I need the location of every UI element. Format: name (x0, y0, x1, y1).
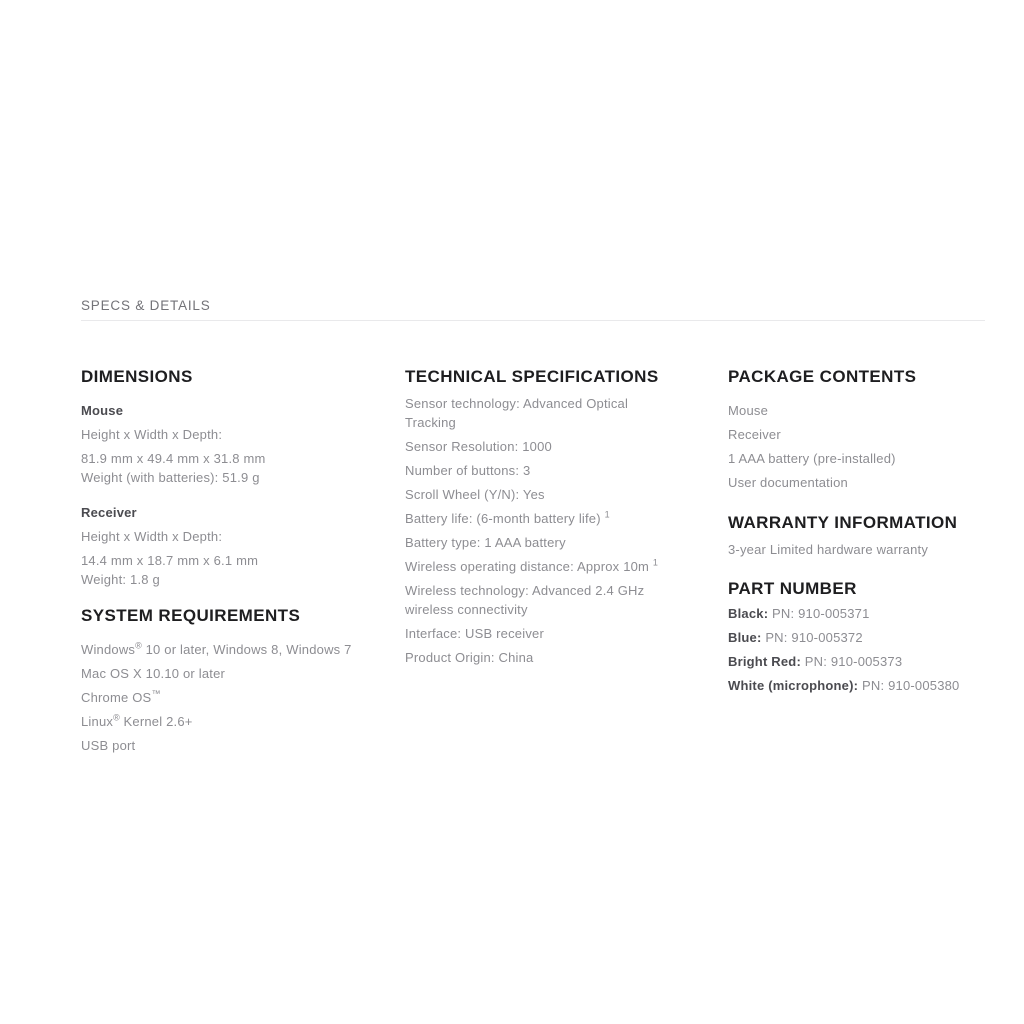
registered-mark: ® (113, 712, 120, 723)
tech-spec-interface: Interface: USB receiver (405, 626, 544, 641)
specs-columns (81, 366, 985, 760)
sysreq-line-windows: Windows® 10 or later, Windows 8, Windows 7 (81, 640, 352, 657)
column-package-warranty-partnumber (728, 366, 985, 700)
package-item-mouse: Mouse (728, 403, 769, 418)
system-requirements-heading: SYSTEM REQUIREMENTS (81, 606, 301, 625)
registered-mark: ® (135, 640, 142, 651)
dimensions-heading: DIMENSIONS (81, 367, 193, 386)
column-dimensions (81, 366, 405, 760)
footnote-1: 1 (652, 557, 658, 568)
tech-spec-battery-life: Battery life: (6-month battery life) $^1$ (405, 509, 610, 526)
specs-details-tab[interactable]: SPECS & DETAILS (81, 298, 211, 313)
dimensions-mouse-group (81, 401, 405, 487)
mouse-label: Mouse (81, 403, 124, 418)
section-divider (81, 320, 985, 321)
trademark-mark: ™ (151, 688, 161, 699)
part-number-black: Black: PN: 910-005371 (728, 606, 870, 621)
tech-spec-sensor-resolution: Sensor Resolution: 1000 (405, 439, 552, 454)
tech-spec-number-of-buttons: Number of buttons: 3 (405, 463, 531, 478)
package-item-documentation: User documentation (728, 475, 848, 490)
sysreq-line-usb: USB port (81, 738, 136, 753)
tech-spec-scroll-wheel: Scroll Wheel (Y/N): Yes (405, 487, 545, 502)
sysreq-line-linux: Linux® Kernel 2.6+ (81, 712, 193, 729)
tech-spec-wireless-technology: Wireless technology: Advanced 2.4 GHz wireless connectivity (405, 583, 645, 617)
part-number-heading: PART NUMBER (728, 579, 857, 598)
receiver-dims-caption: Height x Width x Depth: (81, 529, 223, 544)
sysreq-line-chromeos: Chrome OS™ (81, 688, 161, 705)
package-item-receiver: Receiver (728, 427, 781, 442)
receiver-dims-values: 14.4 mm x 18.7 mm x 6.1 mm Weight: 1.8 g (81, 553, 259, 587)
part-number-white: White (microphone): PN: 910-005380 (728, 678, 960, 693)
tech-spec-sensor-technology: Sensor technology: Advanced Optical Tracking (405, 396, 629, 430)
technical-specs-heading: TECHNICAL SPECIFICATIONS (405, 367, 659, 386)
warranty-heading: WARRANTY INFORMATION (728, 513, 958, 532)
package-contents-heading: PACKAGE CONTENTS (728, 367, 917, 386)
part-number-blue: Blue: PN: 910-005372 (728, 630, 863, 645)
dimensions-receiver-group (81, 503, 405, 589)
receiver-label: Receiver (81, 505, 137, 520)
package-item-battery: 1 AAA battery (pre-installed) (728, 451, 896, 466)
mouse-dims-caption: Height x Width x Depth: (81, 427, 223, 442)
warranty-text: 3-year Limited hardware warranty (728, 542, 929, 557)
part-number-bright-red: Bright Red: PN: 910-005373 (728, 654, 903, 669)
footnote-1: 1 (604, 509, 610, 520)
tech-spec-battery-type: Battery type: 1 AAA battery (405, 535, 566, 550)
tech-spec-wireless-distance: Wireless operating distance: Approx 10m $^1$ (405, 557, 658, 574)
mouse-dims-values: 81.9 mm x 49.4 mm x 31.8 mm Weight (with batteries): 51.9 g (81, 451, 266, 485)
column-technical-specs (405, 366, 728, 672)
sysreq-line-mac: Mac OS X 10.10 or later (81, 666, 226, 681)
tech-spec-product-origin: Product Origin: China (405, 650, 534, 665)
